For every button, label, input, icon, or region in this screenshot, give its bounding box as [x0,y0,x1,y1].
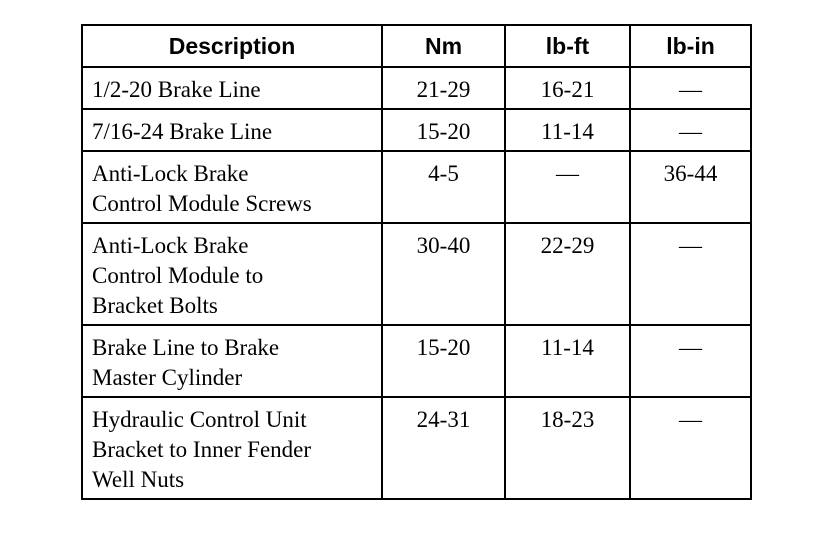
description-cell [82,223,382,325]
description-line: Anti-Lock Brake [92,161,249,186]
description-line: Well Nuts [92,467,185,492]
nm-cell: 24-31 [382,397,505,499]
table-row [82,325,751,397]
description-cell [82,325,382,397]
lb-ft-cell: 18-23 [505,397,630,499]
nm-cell: 15-20 [382,109,505,151]
table-body [82,67,751,499]
description-line: Brake Line to Brake [92,335,280,360]
lb-in-cell: — [630,67,751,109]
description-line: Bracket to Inner Fender [92,437,312,462]
lb-ft-cell: 11-14 [505,109,630,151]
header-row [82,25,751,67]
description-line: 1/2-20 Brake Line [92,77,261,102]
lb-in-cell: — [630,397,751,499]
lb-ft-cell: 16-21 [505,67,630,109]
lb-in-cell: — [630,325,751,397]
header-nm: Nm [382,25,505,67]
table-row [82,397,751,499]
nm-cell: 30-40 [382,223,505,325]
description-line: Bracket Bolts [92,293,218,318]
nm-cell: 21-29 [382,67,505,109]
description-line: Hydraulic Control Unit [92,407,307,432]
table-row [82,109,751,151]
description-line: Anti-Lock Brake [92,233,249,258]
table-row [82,151,751,223]
table-row [82,223,751,325]
torque-spec-table [81,24,752,500]
table-row [82,67,751,109]
header-lb-in: lb-in [630,25,751,67]
description-line: Master Cylinder [92,365,243,390]
description-line: Control Module to [92,263,264,288]
lb-ft-cell: 11-14 [505,325,630,397]
lb-in-cell: — [630,223,751,325]
description-cell [82,397,382,499]
table-header [82,25,751,67]
nm-cell: 4-5 [382,151,505,223]
description-cell [82,151,382,223]
lb-in-cell: — [630,109,751,151]
description-line: Control Module Screws [92,191,312,216]
header-description: Description [82,25,382,67]
description-line: 7/16-24 Brake Line [92,119,273,144]
lb-ft-cell: 22-29 [505,223,630,325]
nm-cell: 15-20 [382,325,505,397]
description-cell [82,67,382,109]
description-cell [82,109,382,151]
lb-ft-cell: — [505,151,630,223]
lb-in-cell: 36-44 [630,151,751,223]
header-lb-ft: lb-ft [505,25,630,67]
